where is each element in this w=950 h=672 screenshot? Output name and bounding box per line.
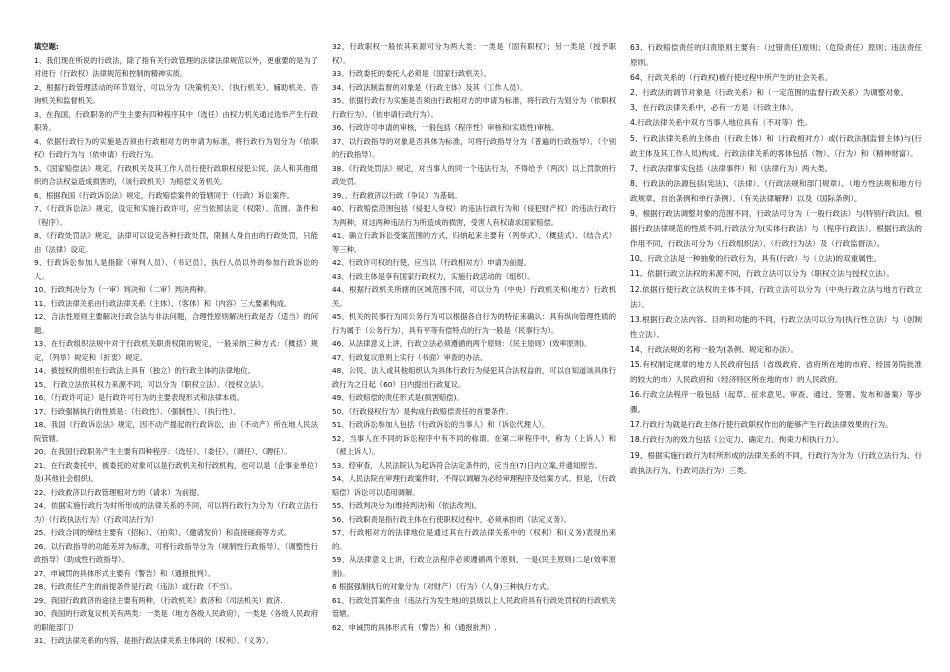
- question-item: 7、行政法律事实包括（法律事件）和（法律行为）两大类。: [630, 163, 833, 173]
- question-item: 45、机关的民事行为同公务行为可以根据各自行为的特征来确认：具有纵向管理性质的行为属于（公务行为），具有平等有偿特点的行为一般是（民事行为）。: [332, 312, 616, 335]
- question-item: 14、行政法规的名称一般为(条例、规定和办法）。: [630, 344, 799, 354]
- question-item: 18、我国《行政诉讼法》规定，因不动产提起的行政诉讼，由（不动产）所在地人民法院管辖。: [34, 420, 318, 443]
- question-item: 38、《行政处罚法》规定，对当事人的同一个违法行为，不得给予（两次）以上罚款的行政处罚。: [332, 163, 616, 186]
- question-item: 28、行政责任产生的前提条件是行政（违法）或行政（不当）。: [34, 582, 237, 591]
- question-item: 2、根据行政管理活动的环节划分，可以分为（决策机关）、（执行机关）、辅助机关、咨询机关和监督机关。: [34, 82, 318, 105]
- question-item: 4、依据行政行为的实施是否须由行政相对方的申请为标准，将行政行为划分为（依职权）行政行为与（依申请）行政行为。: [34, 136, 318, 159]
- question-item: 22、行政救济以行政管理相对方的（请求）为前提。: [34, 487, 204, 497]
- question-item: 9、根据行政法调整对象的范围不同，行政法可分为（一般行政法）与(特别行政法)。根据行政法律规范的性质不同,行政法分为(实体行政法）与（程序行政法）。根据行政法的作用不同，行政法可分为（行政组织法）、（行政行为法）及（行政监督法）。: [630, 209, 922, 249]
- question-item: 15.有权制定规章的地方人民政府包括（省级政府、省府所在地的市府、经国务院批准的较大的市）人民政府和（经济特区所在地的市）的人民政府。: [630, 359, 922, 385]
- question-item: 1、我们现在所说的行政法，除了指有关行政管理的法律法律规范以外，更重要的是为了对进行（行政权）法律规范和控制的精神实质。: [34, 55, 318, 78]
- question-item: 19、根据实施行政行为时所形成的法律关系的不同，行政行为分为（行政立法行为、行政执法行为、行政司法行为）三类。: [630, 450, 922, 475]
- question-item: 15、 行政立法依其权力来源不同，可以分为（职权立法）、（授权立法）。: [34, 379, 269, 389]
- question-item: 17.行政行为就是行政主体行使行政职权作出的能够产生行政法律效果的行为。: [630, 420, 893, 430]
- question-item: 12.依据行使行政立法权的主体不同，行政立法可以分为（中央行政立法与地方行政立法）。: [630, 284, 922, 309]
- question-item: 21、在行政委托中，被委托的对象可以是行政机关和行政机构，也可以是（企事业单位）及(其他社会组织)。: [34, 460, 318, 483]
- question-item: 55、行政判决分为(维持判决)和（依法改判)。: [332, 501, 482, 510]
- question-item: 24、依据实施行政行为时所形成的法律关系的不同，可以将行政行为分为（行政立法行为）（行政执法行为）（行政司法行为）: [34, 501, 318, 524]
- question-item: 53、经审查，人民法院认为起诉符合法定条件的，应当在(7)日内立案,并通知原告。: [332, 460, 603, 470]
- question-item: 16、（行政许可证）是行政许可行为的主要表现形式和法律本质。: [34, 393, 244, 402]
- question-item: 12、合法性原则主要解决行政合法与非法问题，合理性原则解决行政是否（适当）的问题。: [34, 312, 318, 335]
- question-item: 9、行政诉讼参加人是指除（审判人员）、（书记员）、执行人员以外的参加行政诉讼的人。: [34, 258, 318, 281]
- question-item: 62、申诫罚的具体形式有（警告）和（通报批判）.: [332, 622, 497, 632]
- question-item: 64、行政关系的（行政权)被行使过程中所产生的社会关系。: [630, 73, 833, 83]
- question-item: 57、行政相对方的法律地位是通过其在行政法律关系中的（权利）和(义务)表现出来的。: [332, 528, 616, 551]
- question-item: 37、以行政指导的对象是否具体为标准，可将行政指导分为（普遍的行政指导）、（个别的行政指导）。: [332, 136, 616, 159]
- question-item: 36、行政许可申请的审核，一般包括（程序性）审核和(实质性)审核。: [332, 123, 559, 132]
- question-item: 27、申诫罚的具体形式主要有（警告）和（通报批判）。: [34, 568, 215, 578]
- question-item: 6、根据我国《行政诉讼法》规定，行政赔偿案件的管辖同于（行政）诉讼案件。: [34, 190, 295, 200]
- question-item: 42、行政许可权的行使，应当以（行政相对方）申请为前提。: [332, 258, 532, 267]
- question-item: 16.行政立法程序一般包括（起草、征求意见、审查、通过、签署、发布和备案）等步骤。: [630, 390, 922, 415]
- question-item: 2、行政法的调节对象是（行政关系）和（一定范围的监督行政关系）为调整对象。: [630, 88, 909, 98]
- question-item: 13、在行政组织法规中对于行政机关职责权限的规定，一般采纳三种方式：（概括）规定，（列举）规定和（折衷）规定。: [34, 339, 318, 362]
- question-item: 10、行政立法是一种抽象的行政行为，具有(行政）与（立法)的双重属性。: [630, 254, 881, 264]
- question-item: 20、在我国行政职务产生主要有四种程序：（选任）、（委任）、（调任）、（聘任）。: [34, 447, 292, 456]
- column-left-body: [34, 54, 318, 648]
- question-item: 13.根据行政立法内容、目的和功能的不同，行政立法可以分为(执行性立法）与（创制性立法）。: [630, 314, 922, 339]
- question-item: 41、确立行政诉讼受案范围的方式，归纳起来主要有（列举式）、（概括式）、（结合式）等三种。: [332, 231, 616, 254]
- question-item: 47、行政复议原则上实行（书面）审查的办法。: [332, 352, 488, 362]
- question-item: 29、我国行政救济的途径主要有两种，（行政机关）救济和（司法机关）救济.: [34, 595, 283, 605]
- question-item: 43、行政主体是享有国家行政权力，实施行政活动的（组织）。: [332, 271, 535, 281]
- column-right-body: [630, 40, 922, 478]
- question-item: 30、我国的行政复议机关有两类：一类是（地方各级人民政府），一类是（各级人民政府的职能部门）: [34, 609, 318, 632]
- question-item: 35、依据行政行为实施是否须由行政相对方的申请为标准，将行政行为划分为（依职权行政行为）、（依申请行政行为）。: [332, 96, 616, 119]
- question-item: 26、以行政指导的功能差异为标准，可将行政指导分为（规制性行政指导）、（调整性行政指导）（助成性行政指导）。: [34, 541, 318, 564]
- question-item: 39、、行政救济以行政（争议）为基础。: [332, 190, 462, 200]
- question-item: 46、从法律意义上讲，行政立法必须遵循的两个原则：（民主原则）(效率原则)。: [332, 339, 592, 348]
- question-item: 63、行政赔偿责任的归责原则主要有：（过错责任)原则；（危险责任）原则；违法责任原则。: [630, 43, 922, 68]
- question-item: 50、（行政侵权行为）是构成行政赔偿责任的首要条件。: [332, 406, 513, 416]
- column-middle: [332, 40, 616, 670]
- column-right: [630, 40, 922, 670]
- question-item: 8、《行政处罚法》规定，法律可以设定各种行政处罚，限制人身自由的行政处罚，只能由（法律）设定。: [34, 231, 318, 254]
- question-item: 7、《行政诉讼法》规定，设定和实施行政许可，应当依照法定（权限）、范围、条件和（程序）。: [34, 204, 318, 227]
- question-item: 31、行政法律关系的内容，是指行政法律关系主体间的（权利）、（义务）。: [34, 636, 274, 645]
- question-item: 14、被授权的组织在行政法上具有（独立）的行政主体的法律地位。: [34, 366, 255, 375]
- question-item: 56、行政职责是指行政主体在行使职权过程中，必须承担的（法定义务）。: [332, 514, 572, 524]
- question-item: 52、当事人在不同的诉讼程序中有不同的称谓。在第二审程序中，称为（上诉人）和（被上诉人）。: [332, 433, 616, 456]
- question-item: 10、行政判决分为（一审）判决和（二审）判决两种。: [34, 285, 212, 294]
- column-middle-body: [332, 40, 616, 634]
- question-item: 32、行政职权一般依其来源可分为两大类：一类是（固有职权）；另一类是（授予职权）。: [332, 42, 616, 65]
- question-item: 54、人民法院在审理行政案件时，不得以调解为必经审理程序及结案方式。但是，（行政赔偿）诉讼可以适用调解。: [332, 474, 616, 497]
- question-item: 17、行政强制执行的性质是：（行政性）、（强制性）、（执行性）。: [34, 406, 241, 416]
- question-item: 3、在行政法律关系中，必有一方是（行政主体）。: [630, 103, 799, 113]
- question-item: 8、行政法的法源包括(宪法)、（法律）、（行政法规和部门规章）、（地方性法规和地方行政规章、自治条例和单行条例）、（有关法律解释）以及（国际条例）。: [630, 178, 922, 203]
- question-item: 34、行政法制监督的对象是（行政主体）及其（工作人员）。: [332, 82, 528, 92]
- question-item: 40、行政赔偿范围包括（侵犯人身权）的违法行政行为和（侵犯财产权）的违法行政行为两种，对这两种违法行为所造成的损害，受害人有权请求国家赔偿。: [332, 204, 616, 227]
- question-item: 59、从法律意义上讲，行政立法程序必须遵循两个原则，一是(民主原则)二是(效率原则)。: [332, 555, 616, 578]
- question-item: 33、行政委托的委托人必须是（国家行政机关）。: [332, 69, 491, 78]
- question-item: 18.行政行为的效力包括（公定力、确定力、拘束力和执行力）。: [630, 435, 844, 445]
- question-item: 11、依据行政立法权的来源不同，行政立法可以分为（职权立法与授权立法）。: [630, 269, 895, 279]
- question-item: 5、行政法律关系的主体由（行政主体）和（行政相对方）或(行政法制监督主体)与(行政主体及其工作人员)构成。行政法律关系的客体包括（物）、（行为）和（精神财富）。: [630, 133, 922, 158]
- question-item: 6 根据强制执行的对象分为（对财产）（行为）（人身)三种执行方式。: [332, 582, 554, 591]
- section-heading: 填空题:: [34, 42, 59, 51]
- question-item: 4.行政法律关系中双方当事人地位具有（不对等）性。: [630, 118, 812, 128]
- question-item: 25、行政合同的缔结主要有（招标）、（拍卖）、（邀请发价）和直接磋商等方式。: [34, 528, 292, 537]
- question-item: 5、《国家赔偿法》规定，行政机关及其工作人员行使行政职权侵犯公民、法人和其他组织的合法权益造成损害的，（该行政机关）为赔偿义务机关。: [34, 163, 318, 186]
- question-item: 48、公民、法人或其他组织认为具体行政行为侵犯其合法权益的，可以自知道该具体行政行为之日起（60）日内提出行政复议。: [332, 366, 616, 389]
- question-item: 49、行政赔偿的责任形式是(损害赔偿)。: [332, 393, 464, 402]
- column-left: [34, 40, 318, 670]
- question-item: 11、行政法律关系由行政法律关系（主体）、（客体）和（内容）三大要素构成。: [34, 298, 292, 308]
- question-item: 51、行政诉讼参加人包括（行政诉讼的当事人）和（诉讼代理人）。: [332, 420, 550, 429]
- question-item: 3、在我国，行政职务的产生主要有四种程序其中（选任）由权力机关通过选举产生行政职务。: [34, 109, 318, 132]
- question-item: 61、行政处罚案件由（违法行为发生地)的县级以上人民政府具有行政处罚权的行政机关管辖。: [332, 595, 616, 618]
- question-item: 44、根据行政机关所辖的区域范围不同，可以分为（中央）行政机关和(地方）行政机关。: [332, 285, 616, 308]
